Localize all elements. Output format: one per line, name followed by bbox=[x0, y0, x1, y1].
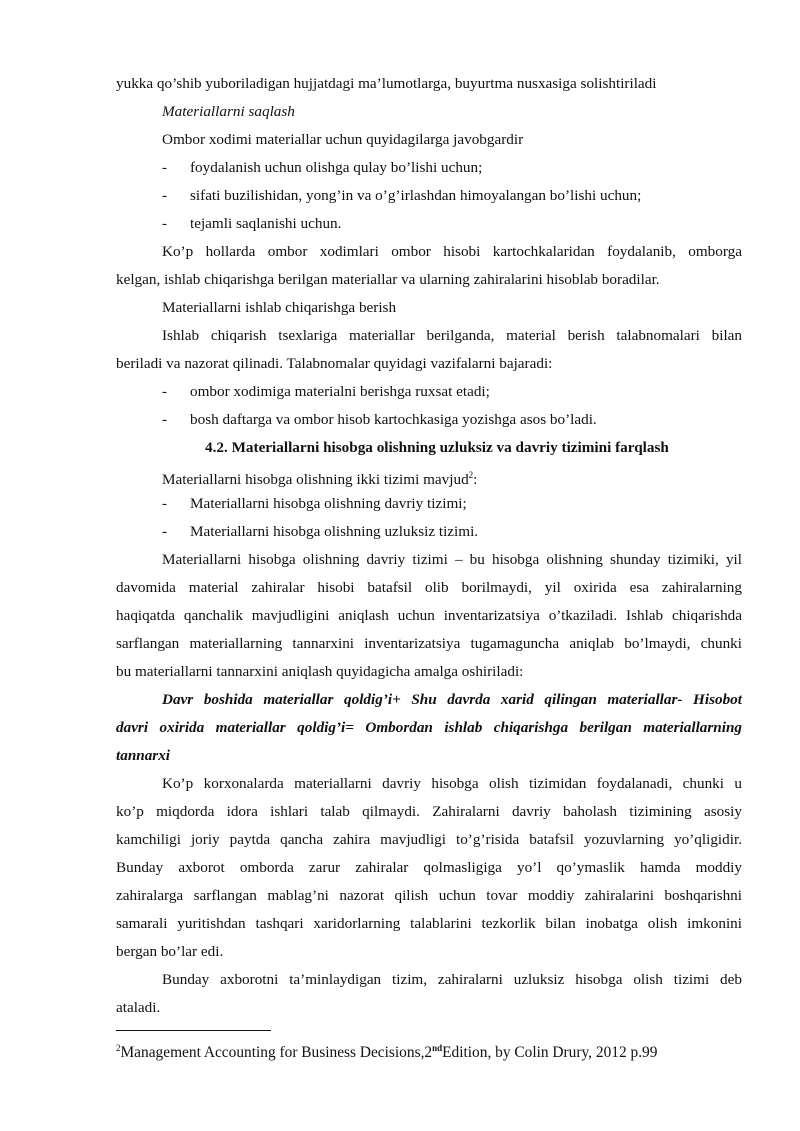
paragraph-line: ko’p miqdorda idora ishlari talab qilmaydi. Zahiralarni davriy baholash tizimining asosiy bbox=[116, 803, 742, 820]
formula-line: davri oxirida materiallar qoldig’i= Ombordan ishlab chiqarishga berilgan materiallarning bbox=[116, 719, 742, 736]
paragraph-line: kamchiligi joriy paytda qancha zahira mavjudligi to’g’risida batafsil yozuvlarning yo’qligidir. bbox=[116, 831, 742, 848]
paragraph-line bbox=[162, 465, 477, 490]
list-item: tejamli saqlanishi uchun. bbox=[190, 215, 342, 232]
formula-line: tannarxi bbox=[116, 747, 171, 764]
list-item: bosh daftarga va ombor hisob kartochkasiga yozishga asos bo’ladi. bbox=[190, 411, 597, 428]
footnote-ref: 2 bbox=[468, 470, 474, 480]
footnote-mark: 2 bbox=[116, 1043, 121, 1053]
list-bullet: - bbox=[162, 159, 168, 176]
paragraph-line: Ko’p hollarda ombor xodimlari ombor hisobi kartochkalaridan foydalanib, omborga bbox=[162, 243, 742, 260]
paragraph-line: sarflangan materiallarning tannarxini inventarizatsiya tugamaguncha aniqlab bo’lmaydi, chunki bbox=[116, 635, 742, 652]
list-item: ombor xodimiga materialni berishga ruxsat etadi; bbox=[190, 383, 490, 400]
paragraph-line: Materiallarni hisobga olishning davriy tizimi – bu hisobga olishning shunday tizimiki, yil bbox=[162, 551, 742, 568]
paragraph-line: beriladi va nazorat qilinadi. Talabnomalar quyidagi vazifalarni bajaradi: bbox=[116, 355, 553, 372]
paragraph-line: haqiqatda qanchalik mavjudligini aniqlash uchun inventarizatsiya o’tkaziladi. Ishlab chiqarishda bbox=[116, 607, 742, 624]
paragraph-line: Ombor xodimi materiallar uchun quyidagilarga javobgardir bbox=[162, 131, 524, 148]
footnote bbox=[116, 1038, 657, 1063]
paragraph-line: ataladi. bbox=[116, 999, 161, 1016]
list-item: Materiallarni hisobga olishning uzluksiz tizimi. bbox=[190, 523, 479, 540]
footnote-text: Edition, by Colin Drury, 2012 p.99 bbox=[442, 1044, 658, 1061]
list-bullet: - bbox=[162, 215, 168, 232]
list-item: foydalanish uchun olishga qulay bo’lishi uchun; bbox=[190, 159, 483, 176]
paragraph-line: davomida material zahiralar hisobi batafsil olib borilmaydi, yil oxirida esa zahiralarning bbox=[116, 579, 742, 596]
list-bullet: - bbox=[162, 495, 168, 512]
paragraph-line: Ishlab chiqarish tsexlariga materiallar berilganda, material berish talabnomalari bilan bbox=[162, 327, 742, 344]
paragraph-line: kelgan, ishlab chiqarishga berilgan materiallar va ularning zahiralarini hisoblab boradilar. bbox=[116, 271, 660, 288]
paragraph-line: bergan bo’lar edi. bbox=[116, 943, 224, 960]
paragraph-line: Bunday axborotni ta’minlaydigan tizim, zahiralarni uzluksiz hisobga olish tizimi deb bbox=[162, 971, 742, 988]
section-subtitle: Materiallarni saqlash bbox=[162, 103, 295, 120]
list-bullet: - bbox=[162, 411, 168, 428]
paragraph-text: Materiallarni hisobga olishning ikki tizimi mavjud bbox=[162, 471, 469, 488]
footnote-text: Management Accounting for Business Decisions,2 bbox=[120, 1044, 433, 1061]
list-bullet: - bbox=[162, 187, 168, 204]
paragraph-text: : bbox=[473, 471, 478, 488]
paragraph-line: bu materiallarni tannarxini aniqlash quyidagicha amalga oshiriladi: bbox=[116, 663, 524, 680]
paragraph-line: Materiallarni ishlab chiqarishga berish bbox=[162, 299, 397, 316]
list-item: sifati buzilishidan, yong’in va o’g’irlashdan himoyalangan bo’lishi uchun; bbox=[190, 187, 642, 204]
paragraph-line: yukka qo’shib yuboriladigan hujjatdagi ma’lumotlarga, buyurtma nusxasiga solishtiriladi bbox=[116, 75, 657, 92]
section-heading: 4.2. Materiallarni hisobga olishning uzluksiz va davriy tizimini farqlash bbox=[205, 439, 669, 456]
list-item: Materiallarni hisobga olishning davriy tizimi; bbox=[190, 495, 467, 512]
paragraph-line: Ko’p korxonalarda materiallarni davriy hisobga olish tizimidan foydalanadi, chunki u bbox=[162, 775, 742, 792]
paragraph-line: Bunday axborot omborda zarur zahiralar qolmasligiga yo’l qo’ymaslik hamda moddiy bbox=[116, 859, 742, 876]
footnote-superscript: nd bbox=[432, 1043, 443, 1053]
paragraph-line: zahiralarga sarflangan mablag’ni nazorat qilish uchun tovar moddiy zahiralarini boshqarishni bbox=[116, 887, 742, 904]
paragraph-line: samarali yuritishdan tashqari xaridorlarning talablarini tezkorlik bilan inobatga olish imkonini bbox=[116, 915, 742, 932]
formula-line: Davr boshida materiallar qoldig’i+ Shu davrda xarid qilingan materiallar- Hisobot bbox=[162, 691, 742, 708]
list-bullet: - bbox=[162, 383, 168, 400]
list-bullet: - bbox=[162, 523, 168, 540]
footnote-separator bbox=[116, 1030, 271, 1031]
